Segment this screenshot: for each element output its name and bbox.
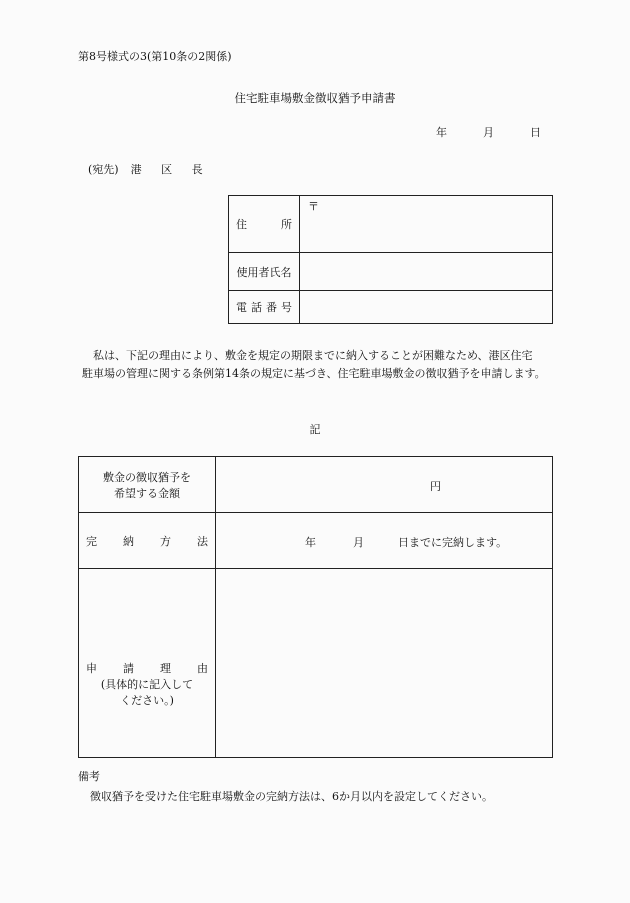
method-month-label: 月 (353, 536, 364, 549)
postal-mark: 〒 (308, 200, 319, 213)
method-year-label: 年 (305, 536, 316, 549)
method-label: 完納方法 (86, 534, 208, 548)
amount-label-cell (79, 457, 216, 513)
reason-label-cell (79, 569, 216, 758)
applicant-table (228, 195, 553, 324)
amount-unit: 円 (430, 480, 441, 493)
amount-label-line-2: 希望する金額 (114, 486, 180, 500)
method-suffix: 日までに完納します。 (398, 536, 508, 549)
reason-label: 申請理由 (86, 662, 208, 675)
statement-line-1: 私は、下記の理由により、敷金を規定の期限までに納入することが困難なため、港区住宅 (93, 349, 533, 362)
remarks-heading: 備考 (78, 770, 100, 783)
amount-row (79, 457, 553, 513)
addressee-name: 港 区 長 (130, 163, 211, 176)
addressee-prefix: (宛先) (88, 163, 119, 176)
reason-note-line-2: ください。) (120, 694, 174, 707)
date-day-label: 日 (530, 126, 541, 139)
phone-field[interactable] (300, 291, 553, 324)
reason-note-line-1: (具体的に記入して (100, 678, 194, 691)
name-label: 使用者氏名 (236, 265, 292, 279)
amount-field[interactable] (216, 457, 553, 513)
date-year-label: 年 (436, 126, 447, 139)
phone-label: 電話番号 (236, 301, 292, 314)
date-month-label: 月 (483, 126, 494, 139)
phone-row (229, 291, 553, 324)
address-field[interactable] (300, 196, 553, 253)
amount-label-line-1: 敷金の徴収猶予を (103, 470, 191, 484)
address-label-cell (229, 196, 300, 253)
reason-row (79, 569, 553, 758)
method-field[interactable] (216, 513, 553, 569)
name-label-cell (229, 253, 300, 291)
statement-line-2: 駐車場の管理に関する条例第14条の規定に基づき、住宅駐車場敷金の徴収猶予を申請します。 (82, 367, 546, 380)
method-row (79, 513, 553, 569)
name-field[interactable] (300, 253, 553, 291)
addressee (88, 161, 211, 177)
request-statement (82, 347, 562, 383)
address-row (229, 196, 553, 253)
phone-label-cell (229, 291, 300, 324)
address-label: 住所 (236, 218, 292, 231)
ki-heading: 記 (309, 423, 321, 436)
remarks-text: 徴収猶予を受けた住宅駐車場敷金の完納方法は、6か月以内を設定してください。 (90, 790, 493, 803)
reason-field[interactable] (216, 569, 553, 758)
name-row (229, 253, 553, 291)
method-label-cell (79, 513, 216, 569)
form-number: 第8号様式の3(第10条の2関係) (78, 50, 232, 63)
document-title: 住宅駐車場敷金徴収猶予申請書 (234, 91, 396, 105)
details-table (78, 456, 553, 758)
